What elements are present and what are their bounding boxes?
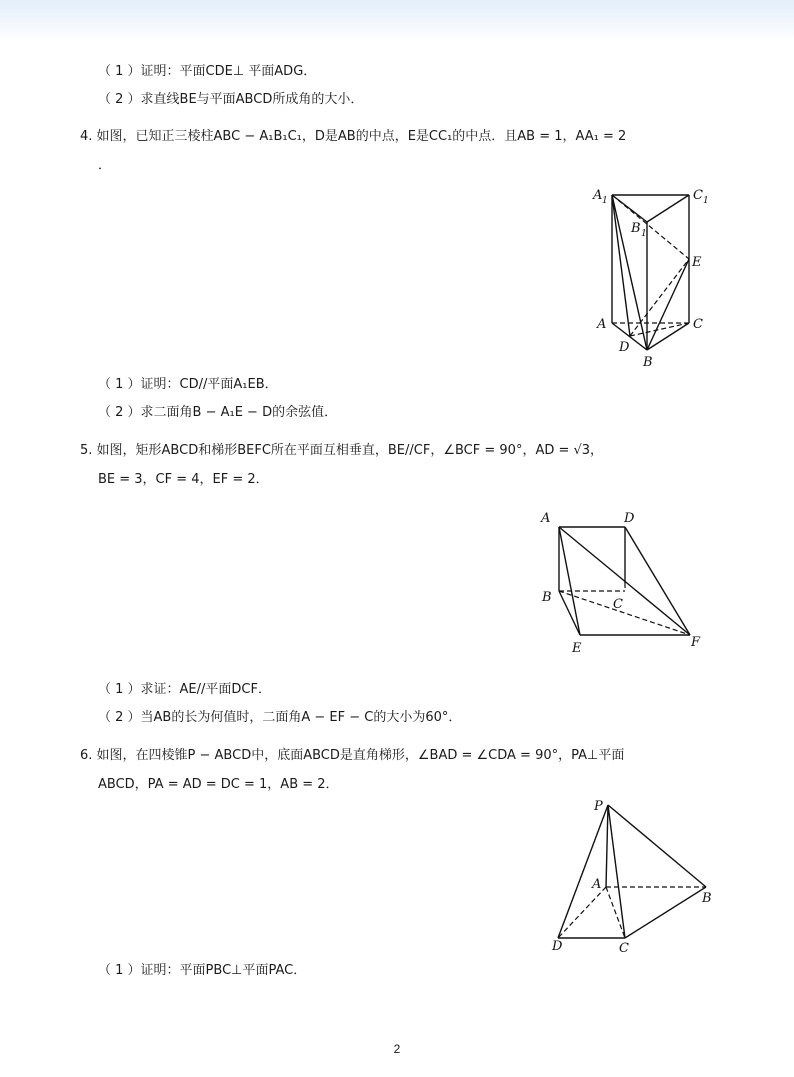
- q5-label-F: F: [691, 635, 701, 650]
- q6-label-A: A: [592, 877, 602, 892]
- q5-label-C: C: [613, 597, 623, 612]
- q5-stem-continued: BE = 3，CF = 4，EF = 2．: [98, 472, 269, 487]
- q4-label-E: E: [692, 255, 702, 270]
- q6-label-C: C: [619, 941, 629, 956]
- q6-label-P: P: [594, 799, 603, 814]
- q4-label-C1: C: [693, 188, 703, 203]
- q4-label-A1-sub: 1: [602, 196, 608, 206]
- q4-stem: 4. 如图，已知正三棱柱ABC − A₁B₁C₁，D是AB的中点，E是CC₁的中点．且AB = 1，AA₁ = 2: [80, 129, 627, 144]
- page-number: 2: [393, 1042, 401, 1056]
- q4-label-B: B: [643, 355, 653, 370]
- q4-label-C: C: [693, 317, 703, 332]
- q6-label-D: D: [552, 939, 563, 954]
- q5-part2: （ 2 ）当AB的长为何值时，二面角A − EF − C的大小为60°．: [98, 710, 462, 725]
- q5-stem: 5. 如图，矩形ABCD和梯形BEFC所在平面互相垂直，BE//CF，∠BCF = 90°，AD = √3，: [80, 443, 604, 458]
- q4-label-A1: A: [593, 188, 603, 203]
- q5-label-A: A: [541, 511, 551, 526]
- q6-pyramid-figure: [548, 795, 718, 960]
- q5-label-D: D: [624, 511, 635, 526]
- q5-part1: （ 1 ）求证：AE//平面DCF．: [98, 682, 271, 697]
- q4-part1: （ 1 ）证明：CD//平面A₁EB．: [98, 377, 278, 392]
- q5-rectangle-trapezoid-figure: [535, 505, 715, 660]
- q4-prism-figure: [585, 180, 715, 370]
- q4-label-D: D: [619, 340, 630, 355]
- q4-part2: （ 2 ）求二面角B − A₁E − D的余弦值．: [98, 405, 338, 420]
- q6-label-B: B: [702, 891, 712, 906]
- q4-label-C1-sub: 1: [703, 196, 709, 206]
- q5-label-E: E: [572, 641, 582, 656]
- q6-part1: （ 1 ）证明：平面PBC⊥平面PAC．: [98, 963, 307, 978]
- header-band: [0, 0, 794, 42]
- q4-stem-continued: ．: [98, 158, 112, 173]
- q3-part2: （ 2 ）求直线BE与平面ABCD所成角的大小．: [98, 92, 364, 107]
- q5-label-B: B: [542, 590, 552, 605]
- q4-label-B1: B: [631, 221, 641, 236]
- q4-label-A: A: [597, 317, 607, 332]
- q6-stem: 6. 如图，在四棱锥P − ABCD中，底面ABCD是直角梯形，∠BAD = ∠CDA = 90°，PA⊥平面: [80, 748, 625, 763]
- q3-part1: （ 1 ）证明：平面CDE⊥ 平面ADG．: [98, 64, 317, 79]
- q4-label-B1-sub: 1: [641, 229, 647, 239]
- q6-stem-continued: ABCD，PA = AD = DC = 1，AB = 2．: [98, 777, 339, 792]
